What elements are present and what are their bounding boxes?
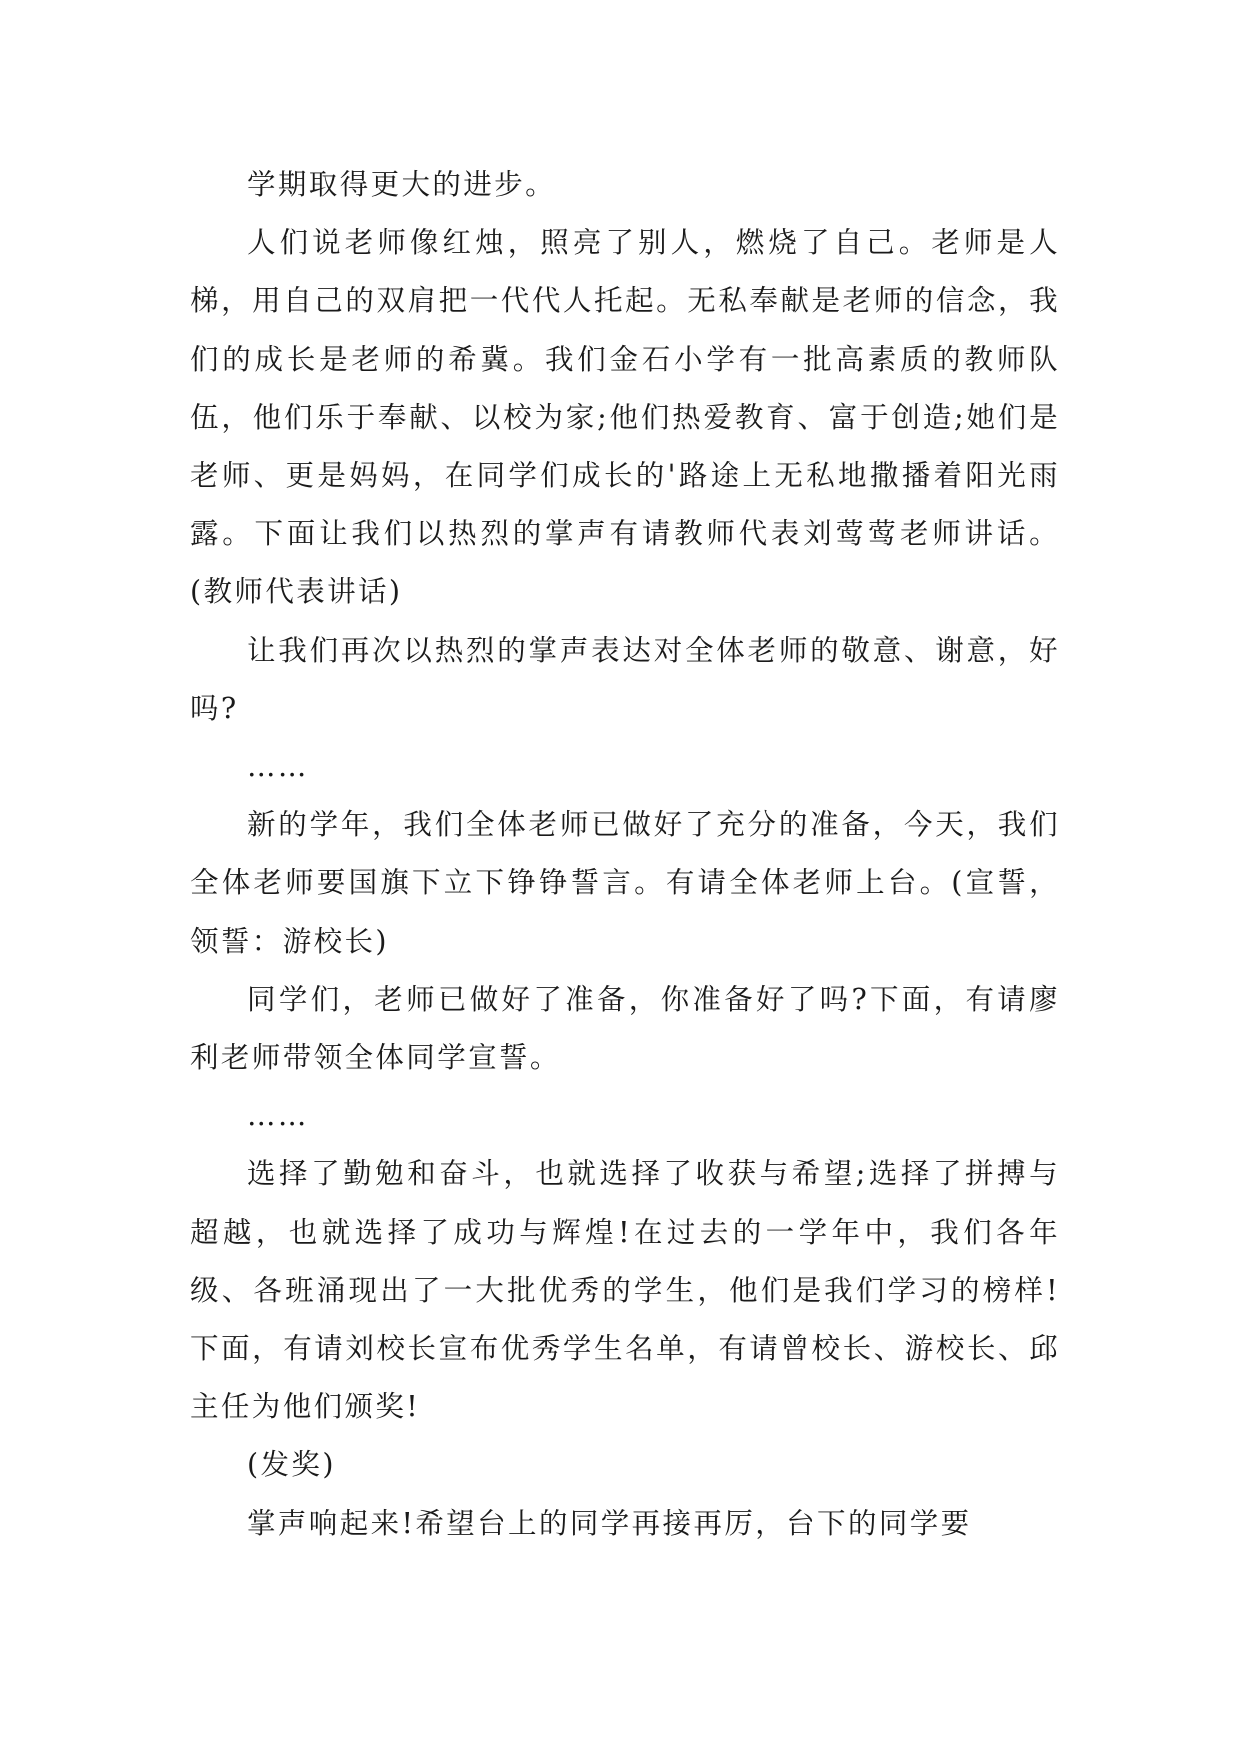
paragraph-applause-teachers: 让我们再次以热烈的掌声表达对全体老师的敬意、谢意，好吗?: [190, 633, 1060, 725]
paragraph-student-oath: 同学们，老师已做好了准备，你准备好了吗?下面，有请廖利老师带领全体同学宣誓。: [190, 982, 1060, 1075]
paragraph-teacher-oath: 新的学年，我们全体老师已做好了充分的准备，今天，我们全体老师要国旗下立下铮铮誓言。有请全体老师上台。(宣誓，领誓：游校长): [190, 808, 1060, 958]
paragraph-award-note: (发奖): [247, 1448, 336, 1482]
document-body: [190, 156, 1060, 1553]
paragraph-awards: 选择了勤勉和奋斗，也就选择了收获与希望;选择了拼搏与超越，也就选择了成功与辉煌!在过去的一学年中，我们各年级、各班涌现出了一大批优秀的学生，他们是我们学习的榜样!下面，有请刘校长宣布优秀学生名单，有请曾校长、游校长、邱主任为他们颁奖!: [190, 1157, 1060, 1424]
paragraph-closing: 掌声响起来!希望台上的同学再接再厉，台下的同学要: [247, 1506, 972, 1540]
ellipsis-1: ……: [247, 750, 309, 784]
ellipsis-2: ……: [247, 1099, 309, 1133]
paragraph-teacher-tribute: 人们说老师像红烛，照亮了别人，燃烧了自己。老师是人梯，用自己的双肩把一代代人托起。无私奉献是老师的信念，我们的成长是老师的希冀。我们金石小学有一批高素质的教师队伍，他们乐于奉献、以校为家;他们热爱教育、富于创造;她们是老师、更是妈妈，在同学们成长的'路途上无私地撒播着阳光雨露。下面让我们以热烈的掌声有请教师代表刘莺莺老师讲话。(教师代表讲话): [190, 226, 1060, 609]
paragraph-continuation: 学期取得更大的进步。: [247, 168, 557, 201]
